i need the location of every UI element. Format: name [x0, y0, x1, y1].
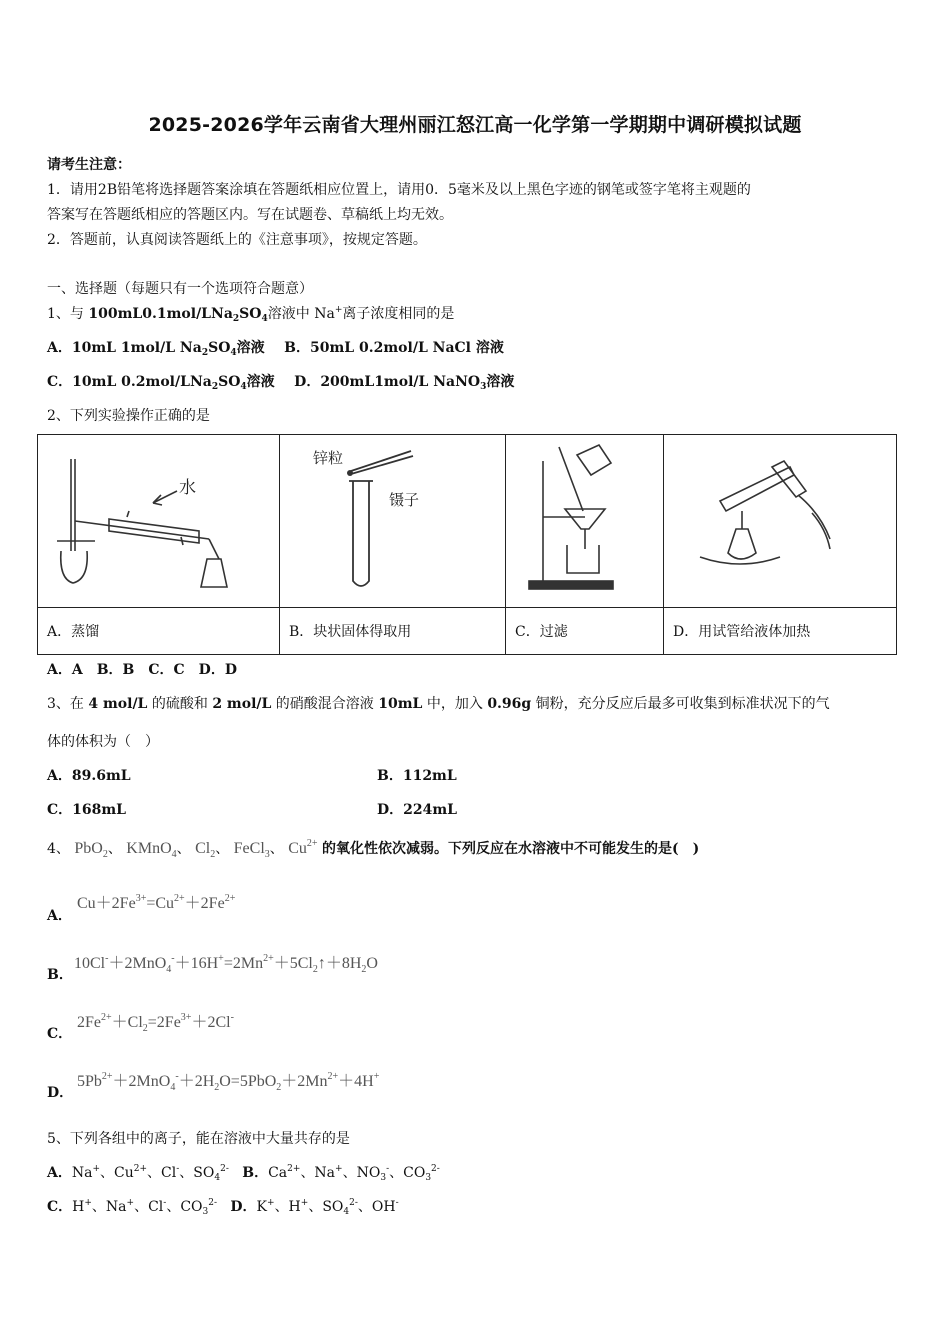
question-3-option-b: B．112mL — [377, 768, 457, 784]
question-4-option-a-label: A． — [47, 908, 72, 924]
distillation-apparatus-drawing — [49, 441, 269, 601]
filtration-drawing — [515, 441, 655, 601]
question-3-option-a: A．89.6mL — [47, 768, 131, 784]
distillation-figure — [38, 435, 280, 608]
question-1-options-ab: A．10mL 1mol/L $Na_2SO_4$溶液 B．50mL 0.2mol/L NaCl 溶液 — [47, 340, 504, 358]
page-title: 2025-2026学年云南省大理州丽江怒江高一化学第一学期期中调研模拟试题 — [148, 114, 802, 136]
notice-item-1-cont: 答案写在答题纸相应的答题区内。写在试题卷、草稿纸上均无效。 — [47, 207, 453, 223]
question-3-option-d: D．224mL — [377, 802, 458, 818]
question-4-equation-a: $Cu+2Fe^{3+}=Cu^{2+}+2Fe^{2+}$ — [77, 893, 236, 912]
question-3-stem: 3、在 4 mol/L 的硫酸和 2 mol/L 的硝酸混合溶液 10mL 中，加入 0.96g 铜粉，充分反应后最多可收集到标准状况下的气 — [47, 696, 830, 712]
heating-figure — [664, 435, 897, 608]
question-2-options: A．A B．B C．C D．D — [47, 662, 237, 678]
question-4-equation-d: $5Pb^{2+}+2MnO_4^-+2H_2O=5PbO_2+2Mn^{2+}+4H^+$ — [77, 1071, 380, 1093]
caption-a: A．蒸馏 — [38, 608, 280, 655]
notice-heading: 请考生注意： — [47, 157, 131, 173]
question-3-stem-cont: 体的体积为（ ） — [47, 734, 159, 750]
test-tube-tweezers-drawing — [293, 441, 493, 601]
question-1-stem: 1、与 $100mL0.1mol/LNa_2SO_4$溶液中 Na+离子浓度相同的是 — [47, 305, 455, 324]
question-4-equation-c: $2Fe^{2+}+Cl_2=2Fe^{3+}+2Cl^-$ — [77, 1012, 234, 1034]
caption-b: B．块状固体得取用 — [280, 608, 506, 655]
water-label: 水 — [178, 478, 196, 498]
question-5-options-ab: A．Na+、$Cu^{2+}$、Cl-、$SO_4^{2-}$ B．$Ca^{2+}$、Na+、$NO_3^-$、$CO_3^{2-}$ — [47, 1164, 440, 1183]
question-2-stem: 2、下列实验操作正确的是 — [47, 408, 210, 424]
tweezers-label: 镊子 — [388, 491, 419, 509]
question-4-equation-b: $10Cl^-+2MnO_4^-+16H^+=2Mn^{2+}+5Cl_2↑+8H_2O$ — [74, 953, 378, 975]
question-5-stem: 5、下列各组中的离子，能在溶液中大量共存的是 — [47, 1131, 350, 1147]
caption-d: D．用试管给液体加热 — [664, 608, 897, 655]
caption-c: C．过滤 — [506, 608, 664, 655]
notice-item-1: 1．请用2B铅笔将选择题答案涂填在答题纸相应位置上，请用0．5毫米及以上黑色字迹的钢笔或签字笔将主观题的 — [47, 182, 751, 198]
question-3-option-c: C．168mL — [47, 802, 127, 818]
question-5-options-cd: C．H+、Na+、Cl-、$CO_3^{2-}$ D．K+、H+、$SO_4^{2-}$、OH- — [47, 1198, 399, 1217]
notice-item-2: 2．答题前，认真阅读答题纸上的《注意事项》，按规定答题。 — [47, 232, 427, 248]
filtration-figure — [506, 435, 664, 608]
question-4-option-c-label: C． — [47, 1026, 73, 1042]
question-4-option-d-label: D． — [47, 1085, 74, 1101]
solid-taking-figure — [280, 435, 506, 608]
question-4-stem: 4、 PbO$_2$、 KMnO$_4$、 $Cl_2$、 FeCl$_3$、 $Cu^{2+}$ 的氧化性依次减弱。下列反应在水溶液中不可能发生的是( ) — [47, 838, 700, 860]
apparatus-table — [37, 434, 897, 655]
question-4-option-b-label: B． — [47, 967, 73, 983]
zinc-granule-label: 锌粒 — [312, 449, 343, 467]
section-heading: 一、选择题（每题只有一个选项符合题意） — [47, 281, 313, 297]
question-1-options-cd: C．10mL $0.2mol/LNa_2SO_4$溶液 D．200mL1mol/L NaNO$_3$溶液 — [47, 374, 515, 392]
test-tube-heating-drawing — [680, 441, 880, 601]
